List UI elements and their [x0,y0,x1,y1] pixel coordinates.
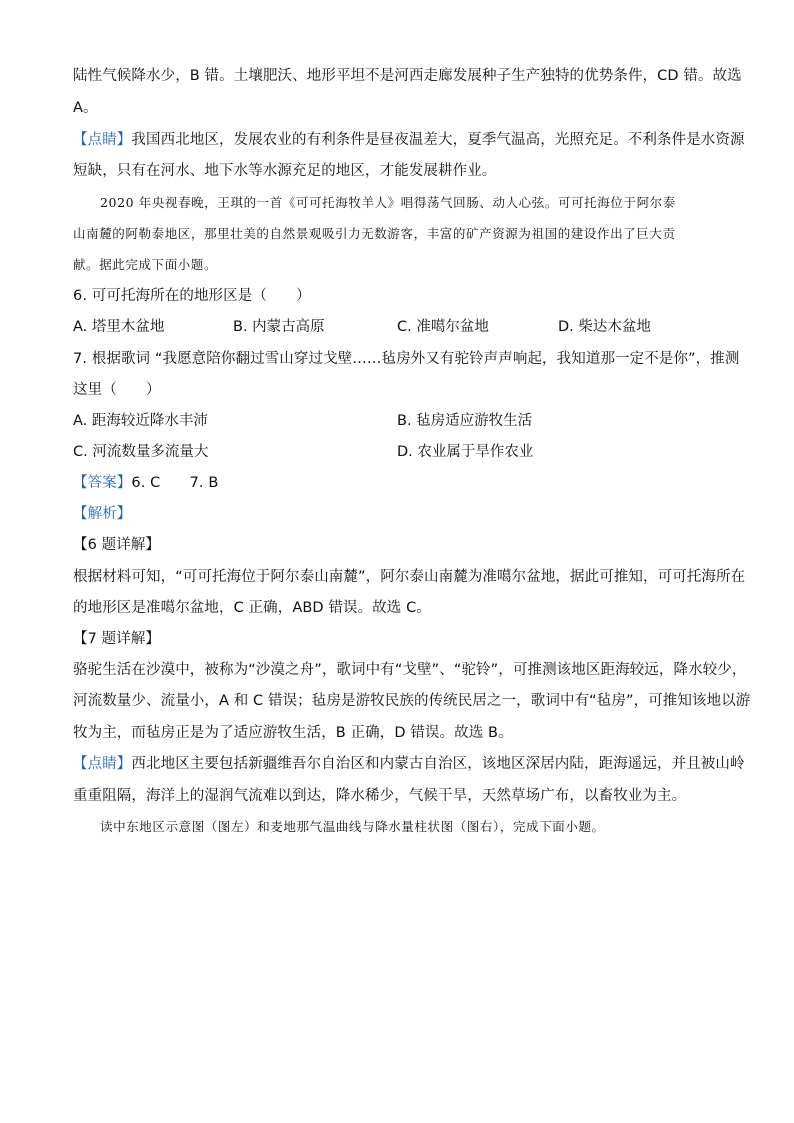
option-7c: C. 河流数量多流量大 [73,444,209,460]
text-line: 河流数量少、流量小，A 和 C 错误；毡房是游牧民族的传统民居之一，歌词中有“毡房”，可推知该地以游 [73,693,751,709]
dianjing-paragraph [73,130,745,150]
question-7-cont: 这里（ ） [73,382,161,398]
text-line: 短缺，只有在河水、地下水等水源充足的地区，才能发展耕作业。 [73,163,497,179]
answer-text: 6. C 7. B [131,475,219,491]
option-7a: A. 距海较近降水丰沛 [73,413,208,429]
option-6d: D. 柴达木盆地 [558,319,651,335]
analysis-tag: 【解析】 [73,506,132,522]
dianjing-text: 我国西北地区，发展农业的有利条件是昼夜温差大，夏季气温高，光照充足。不利条件是水资源 [131,132,745,148]
text-line: 重重阻隔，海洋上的湿润气流难以到达，降水稀少，气候干旱，天然草场广布，以畜牧业为主。 [73,788,687,804]
dianjing-paragraph [73,754,745,774]
text-line: A。 [73,100,98,116]
dianjing-tag: 【点睛】 [73,132,132,148]
text-line: 陆性气候降水少，B 错。土壤肥沃、地形平坦不是河西走廊发展种子生产独特的优势条件，CD 错。故选 [73,68,742,84]
answer-tag: 【答案】 [73,475,132,491]
text-line: 的地形区是准噶尔盆地，C 正确，ABD 错误。故选 C。 [73,600,431,616]
question-7: 7. 根据歌词 “我愿意陪你翻过雪山穿过戈壁……毡房外又有驼铃声声响起，我知道那一定不是你”，推测 [73,351,740,367]
option-7b: B. 毡房适应游牧生活 [397,413,533,429]
option-7d: D. 农业属于旱作农业 [397,444,534,460]
material-text: 2020 年央视春晚，王琪的一首《可可托海牧羊人》唱得荡气回肠、动人心弦。可可托海位于阿尔泰 [100,195,676,210]
option-6c: C. 准噶尔盆地 [397,319,489,335]
q7-detail-heading: 【7 题详解】 [73,631,161,647]
dianjing-tag: 【点睛】 [73,756,132,772]
option-6b: B. 内蒙古高原 [233,319,325,335]
q6-detail-heading: 【6 题详解】 [73,537,161,553]
text-line: 骆驼生活在沙漠中，被称为“沙漠之舟”，歌词中有“戈壁”、“驼铃”，可推测该地区距海较远，降水较少， [73,662,747,678]
material-text: 山南麓的阿勒泰地区，那里壮美的自然景观吸引力无数游客，丰富的矿产资源为祖国的建设作出了巨大贡 [73,226,676,241]
material-text: 读中东地区示意图（图左）和麦地那气温曲线与降水量柱状图（图右），完成下面小题。 [100,819,605,834]
dianjing-text: 西北地区主要包括新疆维吾尔自治区和内蒙古自治区，该地区深居内陆，距海遥远，并且被山岭 [131,756,745,772]
option-6a: A. 塔里木盆地 [73,319,165,335]
answer-line [73,473,218,493]
text-line: 根据材料可知，“可可托海位于阿尔泰山南麓”，阿尔泰山南麓为准噶尔盆地，据此可推知，可可托海所在 [73,569,746,585]
question-6: 6. 可可托海所在的地形区是（ ） [73,288,311,304]
material-text: 献。据此完成下面小题。 [73,257,218,272]
text-line: 牧为主，而毡房正是为了适应游牧生活，B 正确，D 错误。故选 B。 [73,725,513,741]
